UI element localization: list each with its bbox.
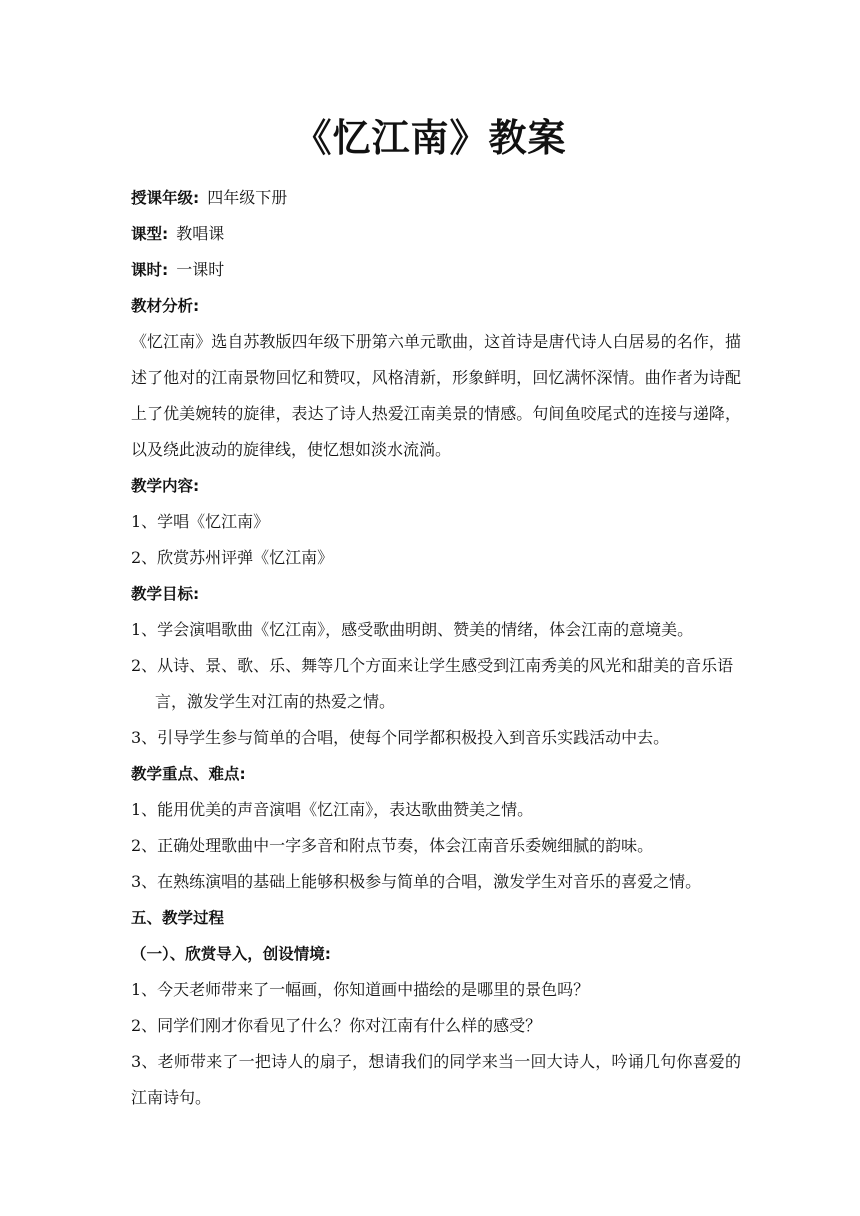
content-item: 2、欣赏苏州评弹《忆江南》 xyxy=(131,548,334,567)
hours-label: 课时: xyxy=(131,261,169,279)
content-item: 1、学唱《忆江南》 xyxy=(131,512,270,531)
grade-value: 四年级下册 xyxy=(207,188,288,207)
type-value: 教唱课 xyxy=(176,224,225,243)
document-body xyxy=(131,180,741,1116)
keypoint-item: 1、能用优美的声音演唱《忆江南》，表达歌曲赞美之情。 xyxy=(131,800,534,819)
analysis-paragraph: 《忆江南》选自苏教版四年级下册第六单元歌曲，这首诗是唐代诗人白居易的名作，描述了他对的江南景物回忆和赞叹，风格清新，形象鲜明，回忆满怀深情。曲作者为诗配上了优美婉转的旋律，表达了诗人热爱江南美景的情感。句间鱼咬尾式的连接与递降，以及绕此波动的旋律线，使忆想如淡水流淌。 xyxy=(131,332,741,459)
type-label: 课型: xyxy=(131,225,169,243)
keypoint-item: 2、正确处理歌曲中一字多音和附点节奏，体会江南音乐委婉细腻的韵味。 xyxy=(131,836,654,855)
type-row xyxy=(131,216,741,252)
grade-label: 授课年级: xyxy=(131,189,200,207)
keypoints-heading: 教学重点、难点: xyxy=(131,765,246,783)
goal-item: 1、学会演唱歌曲《忆江南》，感受歌曲明朗、赞美的情绪，体会江南的意境美。 xyxy=(131,620,694,639)
keypoint-item: 3、在熟练演唱的基础上能够积极参与简单的合唱，激发学生对音乐的喜爱之情。 xyxy=(131,872,702,891)
process-item: 1、今天老师带来了一幅画，你知道画中描绘的是哪里的景色吗？ xyxy=(131,980,590,999)
page-title: 《忆江南》教案 xyxy=(293,115,567,160)
process-subheading: （一）、欣赏导入，创设情境: xyxy=(131,945,331,963)
hours-value: 一课时 xyxy=(176,260,225,279)
goal-item: 2、从诗、景、歌、乐、舞等几个方面来让学生感受到江南秀美的风光和甜美的音乐语言，激发学生对江南的热爱之情。 xyxy=(131,656,734,711)
goals-heading: 教学目标: xyxy=(131,585,200,603)
goal-item: 3、引导学生参与简单的合唱，使每个同学都积极投入到音乐实践活动中去。 xyxy=(131,728,670,747)
content-heading: 教学内容: xyxy=(131,477,200,495)
grade-row xyxy=(131,180,741,216)
process-item: 2、同学们刚才你看见了什么？你对江南有什么样的感受？ xyxy=(131,1016,542,1035)
process-heading: 五、教学过程 xyxy=(131,909,225,927)
analysis-heading: 教材分析: xyxy=(131,297,200,315)
process-item: 3、老师带来了一把诗人的扇子，想请我们的同学来当一回大诗人，吟诵几句你喜爱的江南诗句。 xyxy=(131,1052,741,1107)
hours-row xyxy=(131,252,741,288)
